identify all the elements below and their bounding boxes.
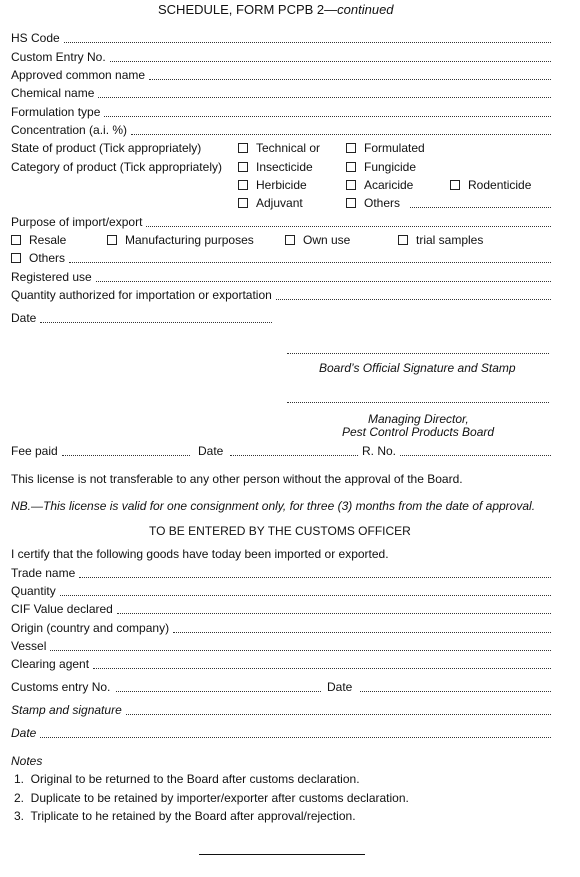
stamp-signature-field[interactable] (11, 703, 551, 717)
fill-line (93, 658, 551, 669)
category-rodenticide-option[interactable] (450, 178, 531, 192)
checkbox[interactable] (107, 235, 117, 245)
purpose-resale-option[interactable] (11, 233, 66, 247)
fee-paid-label: Fee paid (11, 444, 58, 458)
receipt-no-line[interactable] (400, 454, 551, 456)
customs-entry-date-line[interactable] (360, 690, 551, 692)
end-rule (199, 854, 365, 855)
fill-line (131, 124, 551, 135)
option-label: Formulated (364, 141, 425, 155)
customs-entry-line[interactable] (116, 690, 321, 692)
origin-field[interactable] (11, 621, 551, 635)
checkbox[interactable] (238, 162, 248, 172)
note-item: 3. Triplicate to he retained by the Board after approval/rejection. (14, 809, 356, 823)
purpose-manufacturing-option[interactable] (107, 233, 254, 247)
receipt-no-label: R. No. (362, 444, 397, 458)
license-note: This license is not transferable to any other person without the approval of the Board. (11, 472, 463, 486)
field-label: Date (11, 726, 37, 740)
trade-name-field[interactable] (11, 566, 551, 580)
option-label: Adjuvant (256, 196, 303, 210)
checkbox[interactable] (346, 143, 356, 153)
field-label: Chemical name (11, 86, 95, 100)
fill-line (96, 271, 551, 282)
concentration-field[interactable] (11, 123, 551, 137)
customs-entry-date-label: Date (327, 680, 353, 694)
certify-text: I certify that the following goods have today been imported or exported. (11, 547, 389, 561)
fill-line (149, 69, 551, 80)
board-signature-label: Board’s Official Signature and Stamp (319, 361, 516, 375)
fill-line (173, 622, 551, 633)
category-insecticide-option[interactable] (238, 160, 313, 174)
chemical-name-field[interactable] (11, 86, 551, 100)
nb-note: NB.—This license is valid for one consignment only, for three (3) months from the date of approval. (11, 499, 536, 513)
others-fill-line[interactable] (410, 206, 551, 208)
option-label: Others (364, 196, 401, 210)
fee-date-line[interactable] (230, 454, 358, 456)
category-adjuvant-option[interactable] (238, 196, 303, 210)
option-label: Others (29, 251, 66, 265)
formulation-type-field[interactable] (11, 105, 551, 119)
option-label: Resale (29, 233, 67, 247)
checkbox[interactable] (238, 198, 248, 208)
fee-date-label: Date (198, 444, 224, 458)
field-label: Custom Entry No. (11, 50, 106, 64)
registered-use-field[interactable] (11, 270, 551, 284)
field-label: Vessel (11, 639, 47, 653)
board-signature-line[interactable] (287, 352, 549, 354)
field-label: Registered use (11, 270, 92, 284)
purpose-trial-option[interactable] (398, 233, 483, 247)
checkbox[interactable] (346, 198, 356, 208)
checkbox[interactable] (346, 180, 356, 190)
checkbox[interactable] (11, 235, 21, 245)
checkbox[interactable] (238, 180, 248, 190)
form-title-suffix: —continued (324, 2, 394, 17)
form-title-text: SCHEDULE, FORM PCPB 2 (158, 2, 325, 17)
option-label: Acaricide (364, 178, 414, 192)
checkbox[interactable] (285, 235, 295, 245)
fill-line (110, 51, 551, 62)
fill-line (64, 32, 551, 43)
category-acaricide-option[interactable] (346, 178, 413, 192)
md-signature-line[interactable] (287, 401, 549, 403)
fill-line (40, 727, 551, 738)
option-label: Herbicide (256, 178, 307, 192)
option-label: trial samples (416, 233, 484, 247)
customs-entry-label: Customs entry No. (11, 680, 111, 694)
checkbox[interactable] (450, 180, 460, 190)
customs-heading: TO BE ENTERED BY THE CUSTOMS OFFICER (149, 524, 411, 538)
field-label: Quantity authorized for importation or exportation (11, 288, 272, 302)
note-item: 2. Duplicate to be retained by importer/exporter after customs declaration. (14, 791, 409, 805)
hs-code-field[interactable] (11, 31, 551, 45)
category-label: Category of product (Tick appropriately) (11, 160, 222, 174)
board-name: Pest Control Products Board (342, 425, 495, 439)
field-label: Origin (country and company) (11, 621, 170, 635)
quantity-field[interactable] (11, 584, 551, 598)
checkbox[interactable] (238, 143, 248, 153)
checkbox[interactable] (346, 162, 356, 172)
fill-line (126, 704, 551, 715)
vessel-field[interactable] (11, 639, 551, 653)
quantity-authorized-field[interactable] (11, 288, 551, 302)
fill-line (79, 567, 551, 578)
fill-line (146, 216, 551, 227)
field-label: CIF Value declared (11, 602, 113, 616)
state-formulated-option[interactable] (346, 141, 425, 155)
state-label: State of product (Tick appropriately) (11, 141, 202, 155)
fill-line (69, 252, 551, 263)
cif-value-field[interactable] (11, 602, 551, 616)
field-label: Date (11, 311, 37, 325)
field-label: Quantity (11, 584, 56, 598)
category-others-option[interactable] (346, 196, 400, 210)
checkbox[interactable] (11, 253, 21, 263)
md-title: Managing Director, (368, 412, 469, 426)
fill-line (40, 312, 272, 323)
fill-line (104, 106, 551, 117)
option-label: Manufacturing purposes (125, 233, 254, 247)
field-label: Formulation type (11, 105, 101, 119)
field-label: Clearing agent (11, 657, 90, 671)
option-label: Fungicide (364, 160, 417, 174)
fill-line (50, 640, 551, 651)
field-label: Purpose of import/export (11, 215, 143, 229)
purpose-others-option[interactable] (11, 251, 69, 265)
field-label: Approved common name (11, 68, 146, 82)
note-item: 1. Original to be returned to the Board after customs declaration. (14, 772, 360, 786)
form-title (158, 3, 394, 17)
checkbox[interactable] (398, 235, 408, 245)
notes-heading: Notes (11, 754, 43, 768)
purpose-field[interactable] (11, 215, 551, 229)
category-fungicide-option[interactable] (346, 160, 416, 174)
clearing-agent-field[interactable] (11, 657, 551, 671)
option-label: Insecticide (256, 160, 313, 174)
purpose-own-use-option[interactable] (285, 233, 350, 247)
custom-entry-field[interactable] (11, 50, 551, 64)
option-label: Own use (303, 233, 351, 247)
category-herbicide-option[interactable] (238, 178, 307, 192)
customs-date-field[interactable] (11, 726, 551, 740)
field-label: Stamp and signature (11, 703, 122, 717)
field-label: Concentration (a.i. %) (11, 123, 128, 137)
fill-line (98, 87, 551, 98)
date-field[interactable] (11, 311, 272, 325)
state-technical-option[interactable] (238, 141, 320, 155)
fill-line (60, 585, 551, 596)
fill-line (117, 603, 551, 614)
fill-line (276, 289, 551, 300)
field-label: HS Code (11, 31, 60, 45)
fee-paid-line[interactable] (62, 454, 190, 456)
option-label: Rodenticide (468, 178, 532, 192)
option-label: Technical or (256, 141, 321, 155)
common-name-field[interactable] (11, 68, 551, 82)
field-label: Trade name (11, 566, 76, 580)
purpose-others-field[interactable] (11, 251, 551, 265)
